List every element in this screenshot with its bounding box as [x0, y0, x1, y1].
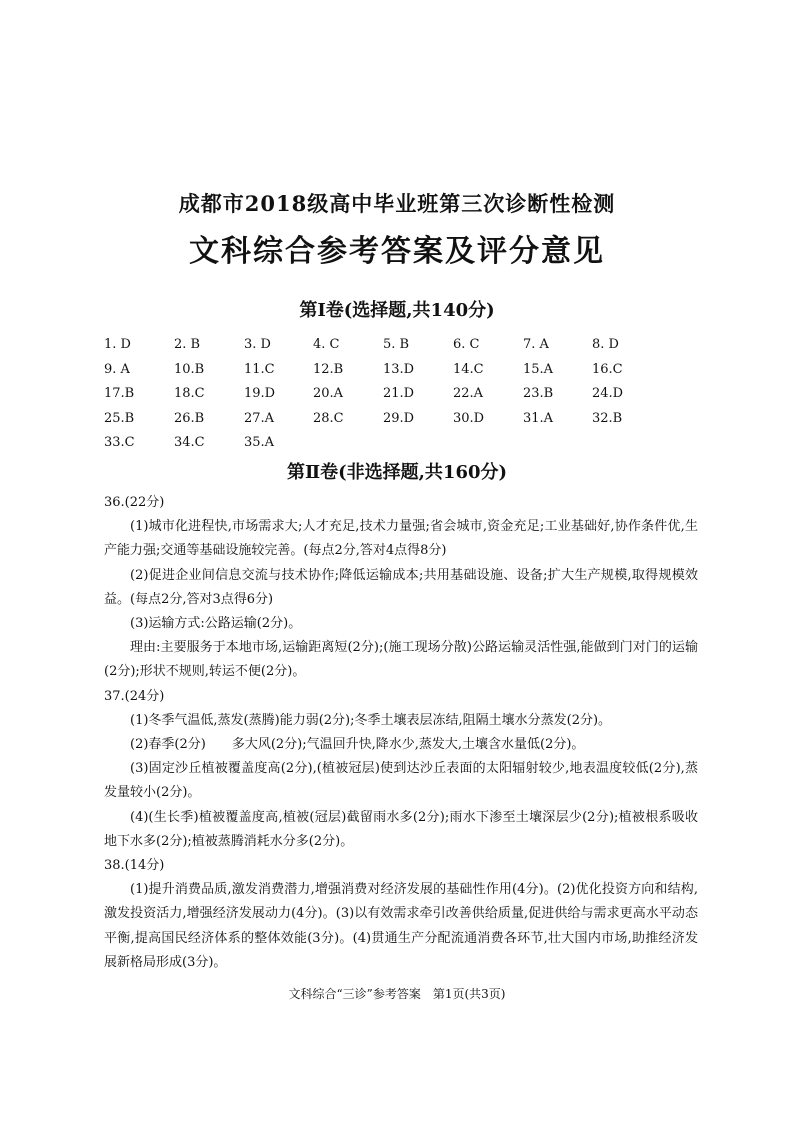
answer-item: 34.C: [174, 435, 205, 450]
answer-item: 4. C: [313, 337, 340, 352]
answer-paragraph: (2)促进企业间信息交流与技术协作;降低运输成本;共用基础设施、设备;扩大生产规模,取得规模效益。(每点2分,答对3点得6分): [104, 567, 698, 607]
answer-item: 8. D: [592, 337, 619, 352]
answer-paragraph: (1)冬季气温低,蒸发(蒸腾)能力弱(2分);冬季土壤表层冻结,阻隔土壤水分蒸发(2分)。: [130, 712, 612, 728]
choice-answer-grid: [104, 337, 724, 460]
question-38: [104, 854, 698, 975]
question-36: [104, 491, 698, 685]
page-footer: 文科综合“三诊”参考答案 第1页(共3页): [288, 987, 506, 1001]
answer-paragraph: (2)春季(2分) 多大风(2分);气温回升快,降水少,蒸发大,土壤含水量低(2分)。: [130, 737, 585, 753]
answer-item: 18.C: [174, 386, 205, 401]
answer-item: 15.A: [523, 361, 554, 377]
answer-row-5: [104, 435, 724, 460]
answer-item: 24.D: [592, 386, 624, 401]
exam-title: 成都市2018级高中毕业班第三次诊断性检测: [178, 191, 616, 216]
answer-item: 13.D: [383, 361, 415, 377]
document-title: 文科综合参考答案及评分意见: [189, 234, 605, 269]
answer-row-2: [104, 362, 724, 387]
answer-item: 12.B: [313, 361, 344, 377]
answer-row-3: [104, 386, 724, 411]
answer-paragraph: (3)运输方式:公路运输(2分)。: [130, 616, 302, 632]
answer-item: 32.B: [592, 410, 623, 426]
answer-item: 6. C: [453, 337, 480, 352]
answer-paragraph: (1)城市化进程快,市场需求大;人才充足,技术力量强;省会城市,资金充足;工业基础好,协作条件优,生产能力强;交通等基础设施较完善。(每点2分,答对4点得8分): [104, 519, 698, 559]
question-heading: 38.(14分): [104, 858, 165, 874]
answer-item: 5. B: [383, 337, 410, 352]
answer-item: 29.D: [383, 410, 415, 426]
answer-item: 14.C: [453, 361, 484, 377]
answer-item: 7. A: [523, 337, 549, 352]
answer-paragraph: (4)(生长季)植被覆盖度高,植被(冠层)截留雨水多(2分);雨水下渗至土壤深层少(2分);植被根系吸收地下水多(2分);植被蒸腾消耗水分多(2分)。: [104, 809, 698, 849]
question-heading: 36.(22分): [104, 495, 165, 510]
answer-item: 26.B: [174, 410, 205, 426]
answer-item: 23.B: [523, 386, 554, 401]
answer-body: [104, 491, 698, 975]
answer-item: 16.C: [592, 361, 623, 377]
answer-paragraph: 理由:主要服务于本地市场,运输距离短(2分);(施工现场分散)公路运输灵活性强,能做到门对门的运输(2分);形状不规则,转运不便(2分)。: [104, 640, 698, 680]
answer-paragraph: (3)固定沙丘植被覆盖度高(2分),(植被冠层)使到达沙丘表面的太阳辐射较少,地表温度较低(2分),蒸发量较小(2分)。: [104, 761, 698, 801]
answer-item: 21.D: [383, 386, 415, 401]
answer-item: 25.B: [104, 410, 135, 426]
answer-item: 10.B: [174, 361, 205, 377]
section-2-heading: 第Ⅱ卷(非选择题,共160分): [286, 462, 508, 483]
answer-item: 3. D: [244, 337, 271, 352]
answer-item: 33.C: [104, 435, 135, 450]
answer-item: 9. A: [104, 361, 130, 377]
answer-item: 11.C: [244, 361, 275, 377]
answer-item: 27.A: [244, 410, 275, 426]
answer-item: 19.D: [244, 386, 276, 401]
answer-item: 22.A: [453, 386, 484, 401]
answer-item: 28.C: [313, 410, 344, 426]
answer-item: 31.A: [523, 410, 554, 426]
answer-item: 2. B: [174, 337, 201, 352]
answer-item: 20.A: [313, 386, 344, 401]
answer-row-1: [104, 337, 724, 362]
answer-item: 1. D: [104, 337, 131, 352]
answer-row-4: [104, 411, 724, 436]
section-1-heading: 第Ⅰ卷(选择题,共140分): [299, 300, 495, 321]
answer-item: 30.D: [453, 410, 485, 426]
question-37: [104, 685, 698, 854]
answer-paragraph: (1)提升消费品质,激发消费潜力,增强消费对经济发展的基础性作用(4分)。(2)优化投资方向和结构,激发投资活力,增强经济发展动力(4分)。(3)以有效需求牵引改善供给质量,促进供给与需求更高水平动态平衡,提高国民经济体系的整体效能(3分)。(4)贯通生产分配流通消费各环节,壮大国内市场,助推经济发展新格局形成(3分)。: [104, 882, 698, 970]
answer-item: 17.B: [104, 386, 135, 401]
answer-item: 35.A: [244, 435, 275, 450]
question-heading: 37.(24分): [104, 688, 165, 704]
